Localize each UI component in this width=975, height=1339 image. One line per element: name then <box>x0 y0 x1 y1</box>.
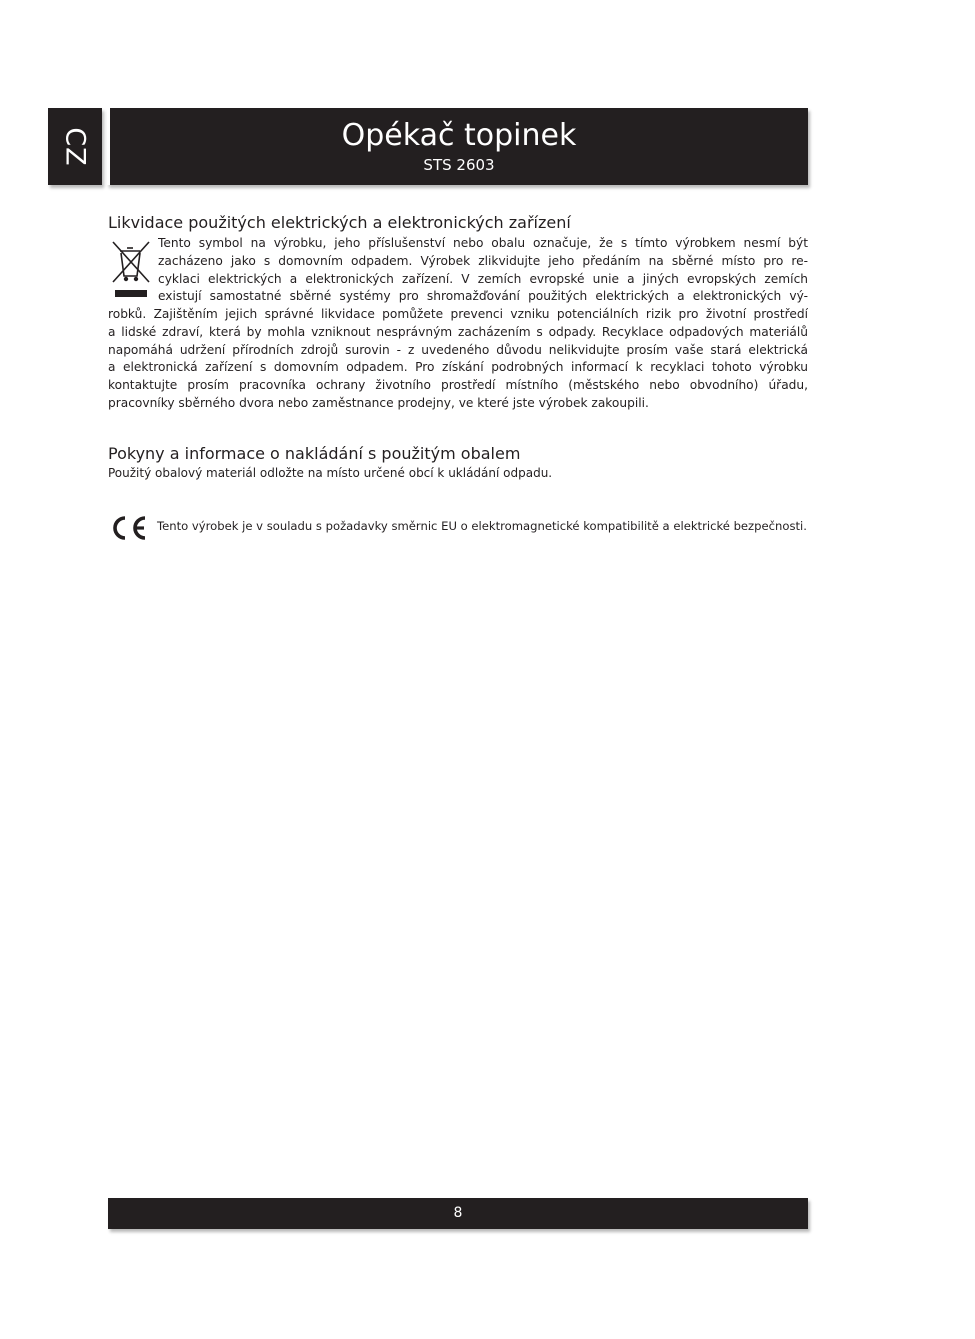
disposal-line: a lidské zdraví, která by mohla vzniknout nesprávným zacházením s odpady. Recyklace odpadových materiálů <box>108 324 808 339</box>
crossed-out-wheeled-bin-icon <box>111 238 151 302</box>
ce-mark-icon <box>108 514 148 542</box>
disposal-line: Tento symbol na výrobku, jeho příslušenství nebo obalu označuje, že s tímto výrobkem nesmí být <box>158 236 808 250</box>
packaging-text: Použitý obalový materiál odložte na místo určené obcí k ukládání odpadu. <box>108 466 553 480</box>
page-number: 8 <box>453 1205 463 1221</box>
disposal-text-wrapped <box>158 235 808 306</box>
disposal-line: pracovníky sběrného dvora nebo zaměstnance prodejny, ve které jste výrobek zakoupili. <box>108 395 649 410</box>
disposal-line: a elektronická zařízení s domovním odpadem. Pro získání podrobných informací k recyklaci tohoto výrobku <box>108 360 808 375</box>
disposal-line: kontaktujte prosím pracovníka ochrany životního prostředí místního (městského nebo obvodního) úřadu, <box>108 378 808 393</box>
header-banner <box>107 108 808 185</box>
disposal-line: napomáhá udržení přírodních zdrojů surovin - z uvedeného důvodu nelikvidujte prosím vaše stará elektrická <box>108 342 808 357</box>
disposal-line: robků. Zajištěním jejich správné likvidace pomůžete prevenci vzniku potenciálních rizik pro životní prostředí <box>108 307 808 321</box>
disposal-text-full <box>108 306 808 413</box>
disposal-line: cyklaci elektrických a elektronických zařízení. V zemích evropské unie a jiných evropských zemích <box>158 271 808 286</box>
language-code: CZ <box>59 126 91 167</box>
disposal-line: existují samostatné sběrné systémy pro shromažďování použitých elektrických a elektronických vý- <box>158 289 808 304</box>
ce-compliance-text: Tento výrobek je v souladu s požadavky směrnic EU o elektromagnetické kompatibilitě a elektrické bezpečnosti. <box>157 519 807 533</box>
packaging-heading: Pokyny a informace o nakládání s použitým obalem <box>108 444 521 463</box>
footer-bar <box>108 1198 808 1229</box>
language-tab <box>48 108 102 185</box>
page-title: Opékač topinek <box>341 118 577 153</box>
model-number: STS 2603 <box>423 156 495 174</box>
disposal-line: zacházeno jako s domovním odpadem. Výrobek zlikvidujte jeho předáním na sběrné místo pro re- <box>158 253 808 268</box>
disposal-heading: Likvidace použitých elektrických a elektronických zařízení <box>108 213 571 232</box>
